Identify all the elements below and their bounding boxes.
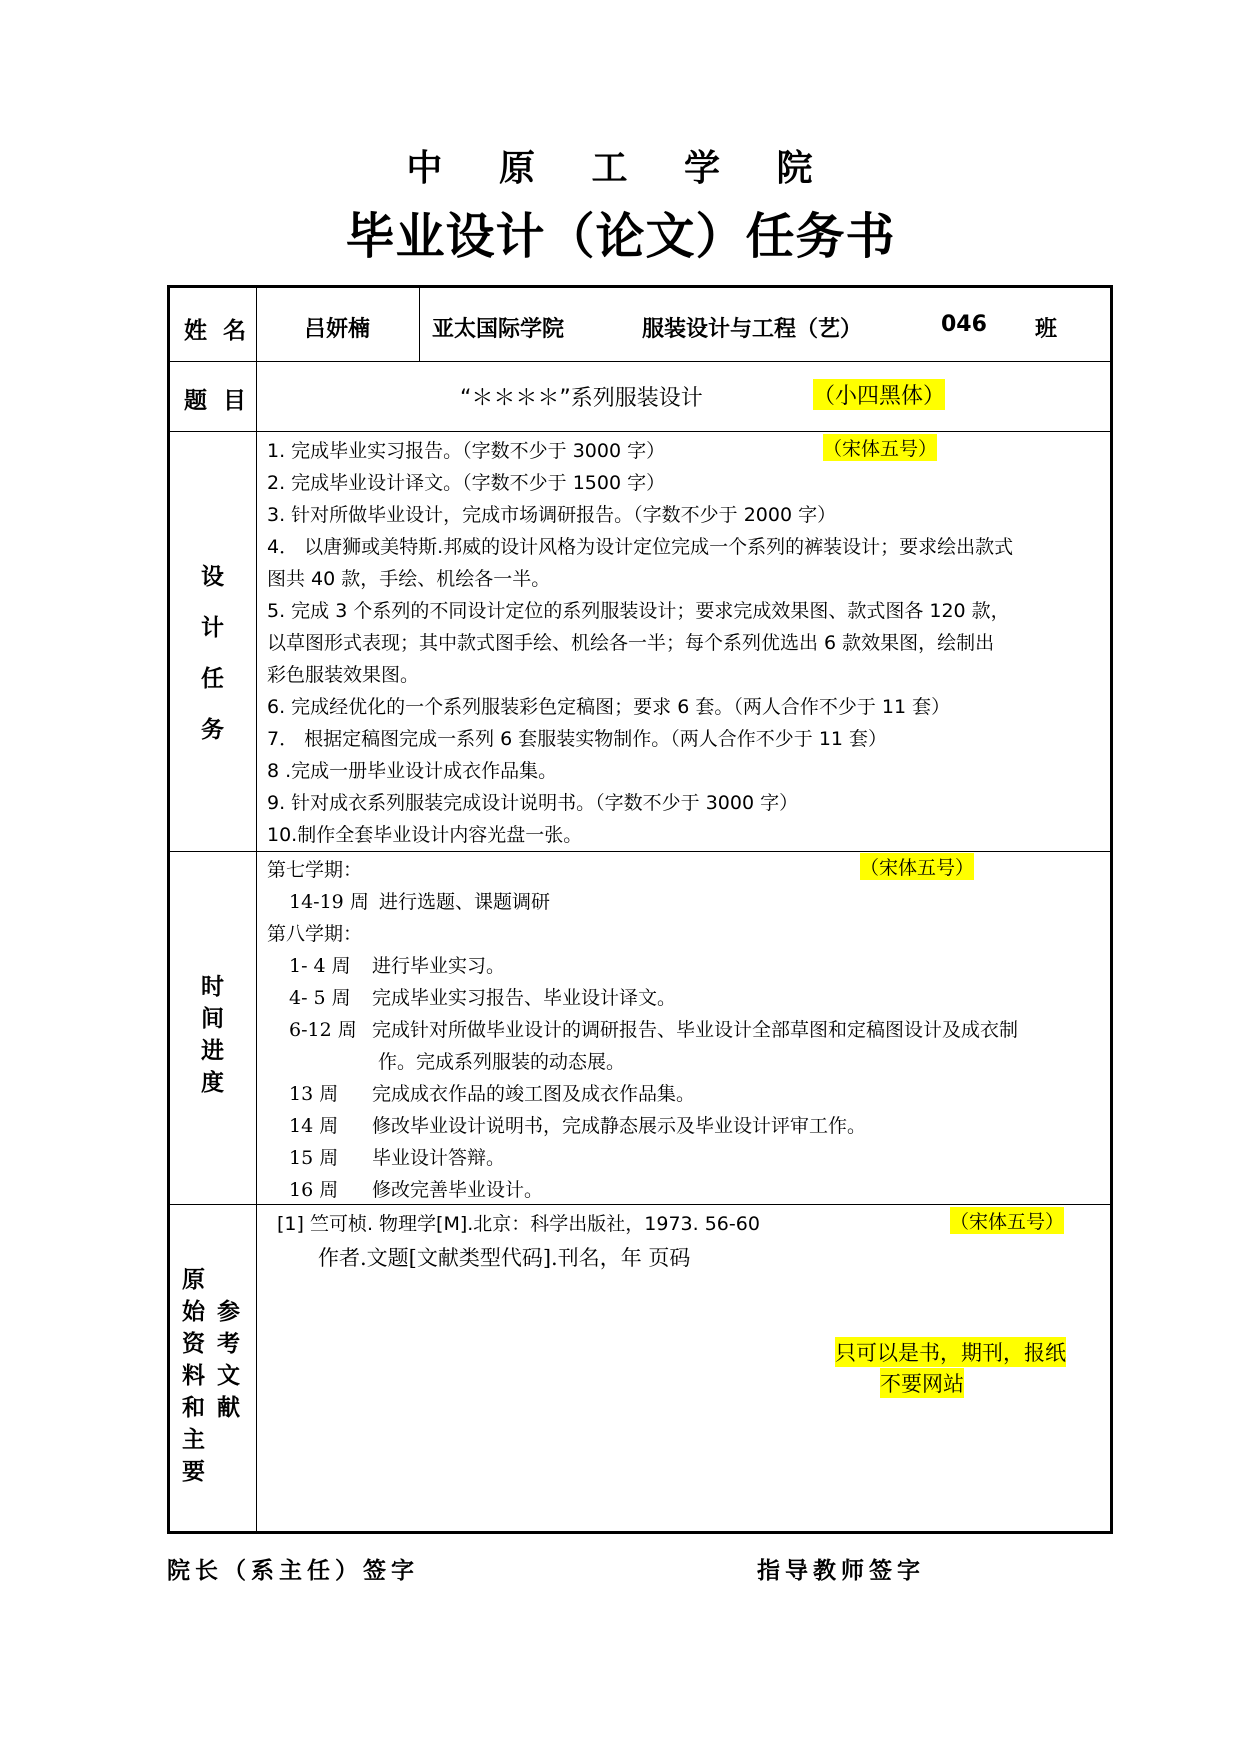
schedule-week: 1- 4 周 [289,955,351,977]
refs-label-right-char: 献 [217,1395,240,1421]
schedule-week: 13 周 [289,1083,339,1105]
schedule-text: 修改完善毕业设计。 [372,1179,544,1201]
schedule-label-char: 进 [201,1038,224,1064]
refs-note-line1: 只可以是书，期刊，报纸 [835,1337,1066,1367]
tasks-label-char: 计 [201,615,224,641]
college-name: 亚太国际学院 [432,317,565,342]
task-line: 5. 完成 3 个系列的不同设计定位的系列服装设计；要求完成效果图、款式图各 120 款， [267,600,1010,622]
schedule-text: 完成毕业实习报告、毕业设计译文。 [372,987,677,1009]
task-line: 3. 针对所做毕业设计，完成市场调研报告。（字数不少于 2000 字） [267,504,837,526]
task-line: 2. 完成毕业设计译文。（字数不少于 1500 字） [267,472,666,494]
refs-label-left-char: 要 [182,1459,205,1485]
refs-label-left-char: 主 [182,1427,205,1453]
task-line: 4． 以唐狮或美特斯.邦威的设计风格为设计定位完成一个系列的裤装设计；要求绘出款式 [267,536,1014,558]
row-divider [170,1204,1110,1205]
refs-label-left-char: 原 [182,1267,205,1293]
schedule-label-char: 度 [201,1070,224,1096]
schedule-week: 14 周 [289,1115,339,1137]
task-line: 彩色服装效果图。 [267,664,420,686]
name-label: 姓 名 [184,318,251,344]
row-divider [170,361,1110,362]
school-name: 中 原 工 学 院 [406,148,835,189]
refs-label-right-char: 文 [217,1363,240,1389]
schedule-text: 进行毕业实习。 [372,955,506,977]
row-divider [170,431,1110,432]
schedule-text: 完成成衣作品的竣工图及成衣作品集。 [372,1083,696,1105]
refs-label-right-char: 考 [217,1331,240,1357]
schedule-text: 毕业设计答辩。 [372,1147,506,1169]
tasks-label-char: 设 [201,564,224,590]
name-cell-divider [419,288,420,361]
task-line: 图共 40 款，手绘、机绘各一半。 [267,568,551,590]
topic-label: 题 目 [184,388,251,414]
task-line: 9. 针对成衣系列服装完成设计说明书。（字数不少于 3000 字） [267,792,799,814]
refs-font-note: （宋体五号） [950,1207,1064,1234]
refs-label-left-char: 始 [182,1299,205,1325]
schedule-label-char: 间 [201,1006,224,1032]
reference-format: 作者.文题[文献类型代码].刊名，年 页码 [318,1246,691,1270]
major-name: 服装设计与工程（艺） [642,317,863,342]
semester-7-heading: 第七学期： [267,859,363,881]
schedule-text: 进行选题、课题调研 [379,891,551,913]
tasks-font-note: （宋体五号） [823,434,937,461]
task-table [167,285,1113,1534]
refs-label-left-char: 料 [182,1363,205,1389]
dean-signature-label: 院长（系主任）签字 [167,1558,419,1584]
task-line: 7． 根据定稿图完成一系列 6 套服装实物制作。（两人合作不少于 11 套） [267,728,888,750]
schedule-week: 4- 5 周 [289,987,351,1009]
schedule-text: 完成针对所做毕业设计的调研报告、毕业设计全部草图和定稿图设计及成衣制 [372,1019,1019,1041]
refs-label-right-char: 参 [217,1299,240,1325]
schedule-font-note: （宋体五号） [860,853,974,880]
topic-text: “＊＊＊＊”系列服装设计 [460,386,703,411]
topic-font-note: （小四黑体） [813,379,945,410]
advisor-signature-label: 指导教师签字 [757,1558,925,1584]
task-line: 6. 完成经优化的一个系列服装彩色定稿图；要求 6 套。（两人合作不少于 11 套） [267,696,951,718]
schedule-week: 6-12 周 [289,1019,357,1041]
tasks-label-char: 任 [201,666,224,692]
schedule-week: 15 周 [289,1147,339,1169]
schedule-text: 修改毕业设计说明书，完成静态展示及毕业设计评审工作。 [372,1115,867,1137]
class-suffix: 班 [1035,317,1058,342]
task-line: 8 .完成一册毕业设计成衣作品集。 [267,760,558,782]
class-number: 046 [941,312,987,337]
reference-example: [1] 竺可桢. 物理学[M].北京：科学出版社，1973. 56-60 [277,1213,760,1235]
schedule-week: 16 周 [289,1179,339,1201]
document-title: 毕业设计（论文）任务书 [345,208,896,265]
semester-8-heading: 第八学期： [267,923,363,945]
refs-label-left-char: 资 [182,1331,205,1357]
refs-label-left-char: 和 [182,1395,205,1421]
task-line: 10.制作全套毕业设计内容光盘一张。 [267,824,583,846]
task-line: 以草图形式表现；其中款式图手绘、机绘各一半；每个系列优选出 6 款效果图，绘制出 [267,632,995,654]
schedule-label-char: 时 [201,974,224,1000]
row-divider [170,851,1110,852]
schedule-text-continuation: 作。完成系列服装的动态展。 [378,1051,626,1073]
schedule-week: 14-19 周 [289,891,369,913]
task-line: 1. 完成毕业实习报告。（字数不少于 3000 字） [267,440,666,462]
tasks-label-char: 务 [201,717,224,743]
label-column-divider [256,288,257,1531]
student-name: 吕妍楠 [304,317,371,342]
refs-note-line2: 不要网站 [880,1368,964,1398]
